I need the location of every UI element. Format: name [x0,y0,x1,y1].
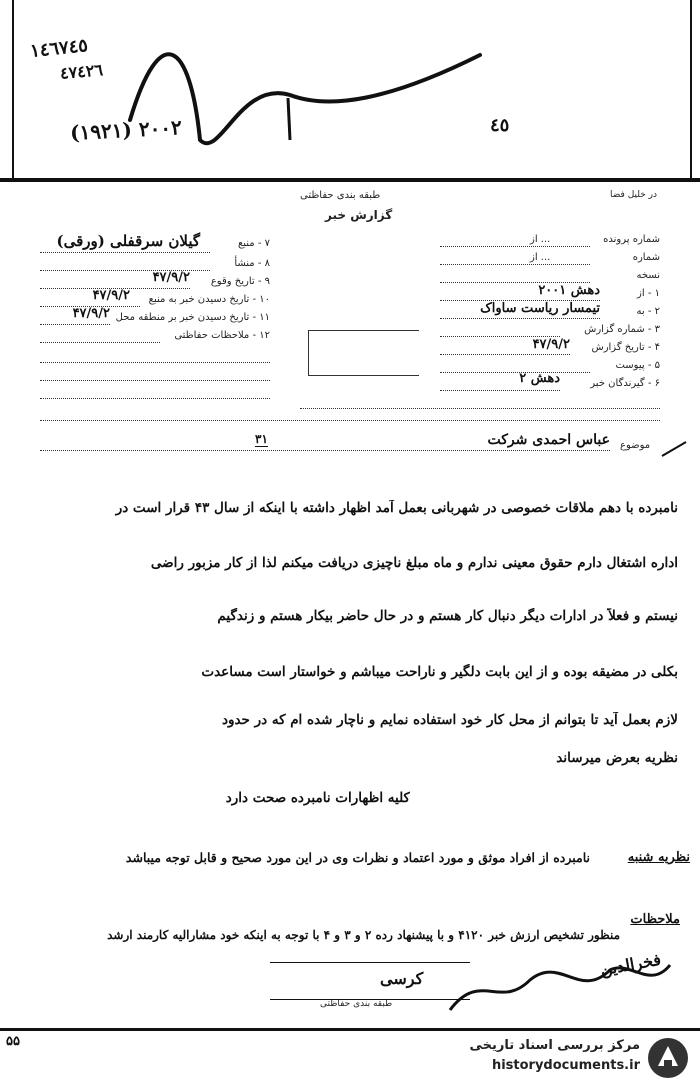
footer-rule [0,1028,700,1031]
form-right-label-copy: نسخه [636,270,660,281]
form-left-value-9: ۴۷/۹/۲ [152,270,190,285]
body-line-4: بکلی در مضیقه بوده و از این بابت دلگیر و ناراحت میباشم و خواستار است مساعدت [201,664,678,680]
body-line-2: اداره اشتغال دارم حقوق معینی ندارم و ماه مبلغ ناچیزی دریافت میکنم لذا از کار مزبور راضی [150,555,678,571]
archive-logo-icon [646,1036,690,1080]
form-left-label-9: ۹ - تاریخ وقوع [210,276,270,287]
archive-watermark [420,1036,690,1080]
top-ink-curve [0,0,700,180]
form-right-label-number: شماره [632,252,660,263]
subject-value: عباس احمدی شرکت [487,432,610,448]
archive-name-fa: مرکز بررسی اسناد تاریخی [469,1038,640,1053]
form-left-rule-12 [40,342,160,343]
body-line-5: لازم بعمل آید تا بتوانم از محل کار خود استفاده نمایم و ناچار شده ام که در حدود [221,712,678,728]
form-right-suffix-file: از ... [530,234,551,245]
form-right-label-recipients: ۶ - گیرندگان خبر [590,378,660,389]
form-left-rule-11 [40,324,110,325]
form-right-label-attach: ۵ - پیوست [615,360,660,371]
form-right-value-to: تیمسار ریاست ساواک [480,301,600,316]
form-right-rule-extra2 [40,420,660,421]
margin-mark-icon [660,438,690,458]
form-left-label-7: ۷ - منبع [237,238,270,249]
body-line-6: نظریه بعرض میرساند [556,750,678,766]
form-left-rule-15 [40,398,270,399]
body-line-1: نامبرده با دهم ملاقات خصوصی در شهربانی بعمل آمد اظهار داشته با اینکه از سال ۴۳ قرار است در [115,500,678,516]
top-numbers-2: ٤٧٤٢٦ [59,60,104,83]
subject-label: موضوع [620,440,651,451]
form-left-rule-14 [40,380,270,381]
form-right-rule-number [440,264,590,265]
form-right-value-recipients: دهش ۲ [519,371,560,386]
top-right-note: ٤٥ [490,115,510,136]
body-line-7: کلیه اظهارات نامبرده صحت دارد [225,790,410,806]
form-left-rule-7 [40,252,210,253]
form-right-value-report-date: ۴۷/۹/۲ [532,337,570,352]
opinion-label: نظریه شنبه [627,850,690,865]
stamp-small: ۳۱ [255,432,268,446]
notes-label: ملاحظات [630,912,680,927]
signature-box-value: کرسی [380,969,424,988]
top-ref-number: (١٩٢١) ٢٠٠٢ [69,115,183,145]
form-right-rule-recipients [440,390,560,391]
subject-rule [40,450,610,451]
header-rule [0,178,700,182]
form-right-rule-report-date [440,354,570,355]
form-right-rule-extra1 [300,408,660,409]
body-line-3: نیستم و فعلاً در ادارات دیگر دنبال کار هستم و در حال حاضر بیکار هستم و زندگیم [217,608,678,624]
form-right-label-to: ۲ - به [636,306,660,317]
footer-page-marker: ۵۵ [6,1034,20,1049]
form-right-rule-to [440,318,600,319]
form-right-label-from: ۱ - از [637,288,660,299]
form-left-label-12: ۱۲ - ملاحظات حفاظتی [174,330,270,341]
signature-box-label: طبقه بندی حفاظتی [320,999,393,1009]
form-right-value-from: دهش ۲۰۰۱ [538,283,600,298]
form-right-label-report-no: ۳ - شماره گزارش [584,324,660,335]
form-left-label-8: ۸ - منشأ [234,258,270,269]
header-left-tag: در خلیل فضا [610,190,657,200]
form-left-label-10: ۱۰ - تاریخ دسیدن خبر به منبع [148,294,270,305]
header-office-line: طبقه بندی حفاظتی [300,190,381,201]
form-left-value-10: ۴۷/۹/۲ [92,288,130,303]
archive-name-en: historydocuments.ir [491,1058,640,1073]
form-middle-box [308,330,419,376]
form-left-value-7: گیلان سرقفلی (ورقی) [56,232,200,250]
opinion-text: نامبرده از افراد موثق و مورد اعتماد و نظرات وی در این مورد صحیح و قابل توجه میباشد [125,850,590,865]
form-left-value-11: ۴۷/۹/۲ [72,306,110,321]
form-right-label-file: شماره پرونده [603,234,660,245]
form-right-suffix-number: از ... [530,252,551,263]
form-left-label-11: ۱۱ - تاریخ دسیدن خبر بر منطقه محل [115,312,270,323]
signature-right: فخرالدین [598,949,663,980]
top-numbers-1: ١٤٦٧٤٥ [29,35,89,62]
form-left-rule-13 [40,362,270,363]
form-right-label-report-date: ۴ - تاریخ گزارش [591,342,660,353]
form-right-rule-file [440,246,590,247]
notes-text: منظور تشخیص ارزش خبر ۴۱۲۰ و با پیشنهاد رده ۲ و ۳ و ۴ با توجه به اینکه خود مشارالیه کارمند ارشد [107,928,620,942]
form-title: گزارش خبر [325,208,393,222]
